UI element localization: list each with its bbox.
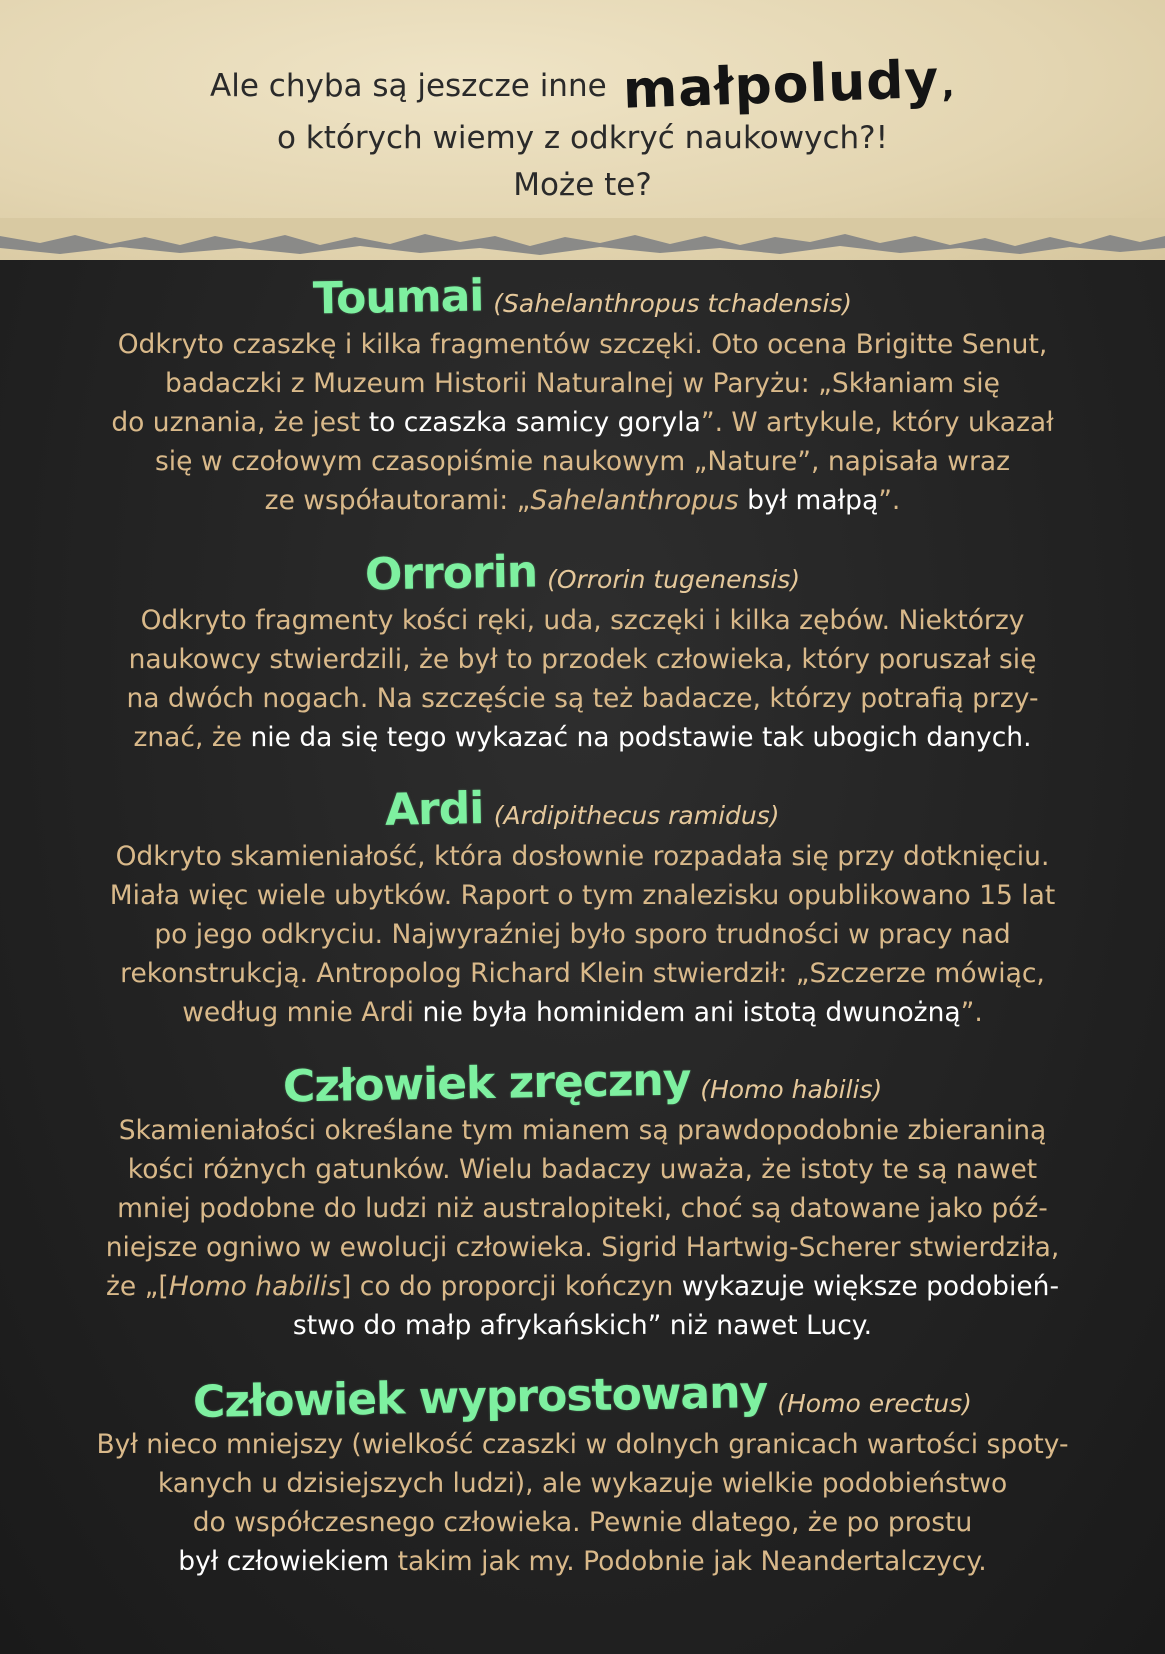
body-text-segment: Skamieniałości określane tym mianem są prawdopodobnie zbieraniną — [118, 1115, 1047, 1146]
body-text-segment: że „[ — [105, 1271, 169, 1302]
body-text-segment: do uznania, że jest — [111, 407, 369, 438]
body-text-segment: Odkryto skamieniałość, która dosłownie rozpadała się przy dotknięciu. — [115, 841, 1050, 872]
italic-text: Homo habilis — [168, 1271, 342, 1302]
intro-heading — [0, 49, 1165, 209]
body-line — [0, 1228, 1165, 1267]
species-name: Toumai — [312, 270, 484, 325]
section-title-line — [0, 272, 1165, 323]
body-line — [0, 442, 1165, 481]
body-line — [0, 1542, 1165, 1581]
body-text-segment: się w czołowym czasopiśmie naukowym „Nature”, napisała wraz — [154, 446, 1011, 477]
section-body — [0, 837, 1165, 1032]
highlight-word-comma: , — [940, 65, 956, 106]
intro-line-1-text: Ale chyba są jeszcze inne — [210, 68, 607, 104]
highlighted-text: nie da się tego wykazać na podstawie tak ubogich danych. — [250, 722, 1032, 753]
body-text-segment: badaczki z Muzeum Historii Naturalnej w Paryżu: „Skłaniam się — [165, 368, 1000, 399]
body-line — [0, 1425, 1165, 1464]
intro-line-1 — [0, 49, 1165, 121]
species-latin-name: (Homo habilis) — [700, 1075, 883, 1104]
body-text-segment: według mnie Ardi — [182, 997, 423, 1028]
section-toumai — [0, 272, 1165, 520]
section-orrorin — [0, 548, 1165, 757]
body-text-segment: Odkryto fragmenty kości ręki, uda, szczęki i kilka zębów. Niektórzy — [140, 605, 1025, 636]
body-text-segment: kości różnych gatunków. Wielu badaczy uważa, że istoty te są nawet — [127, 1154, 1038, 1185]
body-line — [0, 601, 1165, 640]
body-text-segment: kanych u dzisiejszych ludzi), ale wykazuje wielkie podobieństwo — [157, 1468, 1008, 1499]
body-line — [0, 1464, 1165, 1503]
body-line — [0, 1267, 1165, 1306]
body-text-segment: mniej podobne do ludzi niż australopiteki, choć są datowane jako póź- — [117, 1193, 1048, 1224]
intro-line-3: Może te? — [513, 167, 652, 203]
section-body — [0, 601, 1165, 757]
section-homo-erectus — [0, 1366, 1165, 1581]
body-line — [0, 1189, 1165, 1228]
body-line — [0, 876, 1165, 915]
highlighted-text: był małpą — [738, 485, 879, 516]
body-line — [0, 1503, 1165, 1542]
species-name: Orrorin — [364, 546, 538, 601]
section-title-line — [0, 784, 1165, 835]
body-text-segment: ”. — [878, 485, 901, 516]
body-line — [0, 1306, 1165, 1345]
species-latin-name: (Orrorin tugenensis) — [547, 565, 801, 594]
species-latin-name: (Sahelanthropus tchadensis) — [493, 289, 853, 318]
body-text-segment: ”. W artykule, który ukazał — [700, 407, 1054, 438]
species-latin-name: (Ardipithecus ramidus) — [493, 801, 780, 830]
section-homo-habilis — [0, 1054, 1165, 1345]
section-title-line — [0, 548, 1165, 599]
body-text-segment: niejsze ogniwo w ewolucji człowieka. Sigrid Hartwig-Scherer stwierdziła, — [105, 1232, 1060, 1263]
section-ardi — [0, 784, 1165, 1032]
body-text-segment: Był nieco mniejszy (wielkość czaszki w dolnych granicach wartości spoty- — [96, 1429, 1069, 1460]
body-line — [0, 718, 1165, 757]
body-text-segment: na dwóch nogach. Na szczęście są też badacze, którzy potrafią przy- — [126, 683, 1039, 714]
body-text-segment: znać, że — [133, 722, 251, 753]
intro-line-2: o których wiemy z odkryć naukowych?! — [276, 120, 889, 156]
body-text-segment: ze współautorami: „ — [264, 485, 531, 516]
body-line — [0, 915, 1165, 954]
body-text-segment: do współczesnego człowieka. Pewnie dlatego, że po prostu — [192, 1507, 973, 1538]
body-text-segment: Miała więc wiele ubytków. Raport o tym znalezisku opublikowano 15 lat — [109, 880, 1056, 911]
section-body — [0, 325, 1165, 520]
body-line — [0, 640, 1165, 679]
species-latin-name: (Homo erectus) — [777, 1389, 972, 1418]
body-text-segment: Odkryto czaszkę i kilka fragmentów szczęki. Oto ocena Brigitte Senut, — [117, 329, 1048, 360]
body-line — [0, 954, 1165, 993]
body-text-segment: po jego odkryciu. Najwyraźniej było sporo trudności w pracy nad — [154, 919, 1011, 950]
body-line — [0, 325, 1165, 364]
species-name: Ardi — [385, 783, 485, 836]
highlighted-text: wykazuje większe podobień- — [681, 1271, 1060, 1302]
body-line — [0, 993, 1165, 1032]
species-name: Człowiek wyprostowany — [192, 1366, 768, 1429]
section-title-line — [0, 1054, 1165, 1113]
highlighted-text: nie była hominidem ani istotą dwunożną — [422, 997, 961, 1028]
body-line — [0, 1111, 1165, 1150]
body-text-segment: takim jak my. Podobnie jak Neandertalczycy. — [389, 1546, 987, 1577]
body-line — [0, 679, 1165, 718]
body-line — [0, 1150, 1165, 1189]
species-name: Człowiek zręczny — [282, 1054, 691, 1113]
body-line — [0, 837, 1165, 876]
section-title-line — [0, 1366, 1165, 1429]
body-text-segment: naukowcy stwierdzili, że był to przodek człowieka, który poruszał się — [128, 644, 1037, 675]
section-body — [0, 1425, 1165, 1581]
highlight-word-malpoludy — [621, 49, 956, 121]
highlighted-text: stwo do małp afrykańskich” niż nawet Lucy. — [292, 1310, 873, 1341]
body-text-segment: ] co do proporcji kończyn — [341, 1271, 682, 1302]
torn-paper-edge — [0, 218, 1165, 278]
section-body — [0, 1111, 1165, 1345]
italic-text: Sahelanthropus — [530, 485, 739, 516]
body-text-segment: ”. — [960, 997, 983, 1028]
highlighted-text: był człowiekiem — [178, 1546, 390, 1577]
body-line — [0, 481, 1165, 520]
highlight-word-text: małpoludy — [621, 49, 940, 121]
body-line — [0, 403, 1165, 442]
body-text-segment: rekonstrukcją. Antropolog Richard Klein stwierdził: „Szczerze mówiąc, — [120, 958, 1045, 989]
highlighted-text: to czaszka samicy goryla — [368, 407, 701, 438]
body-line — [0, 364, 1165, 403]
